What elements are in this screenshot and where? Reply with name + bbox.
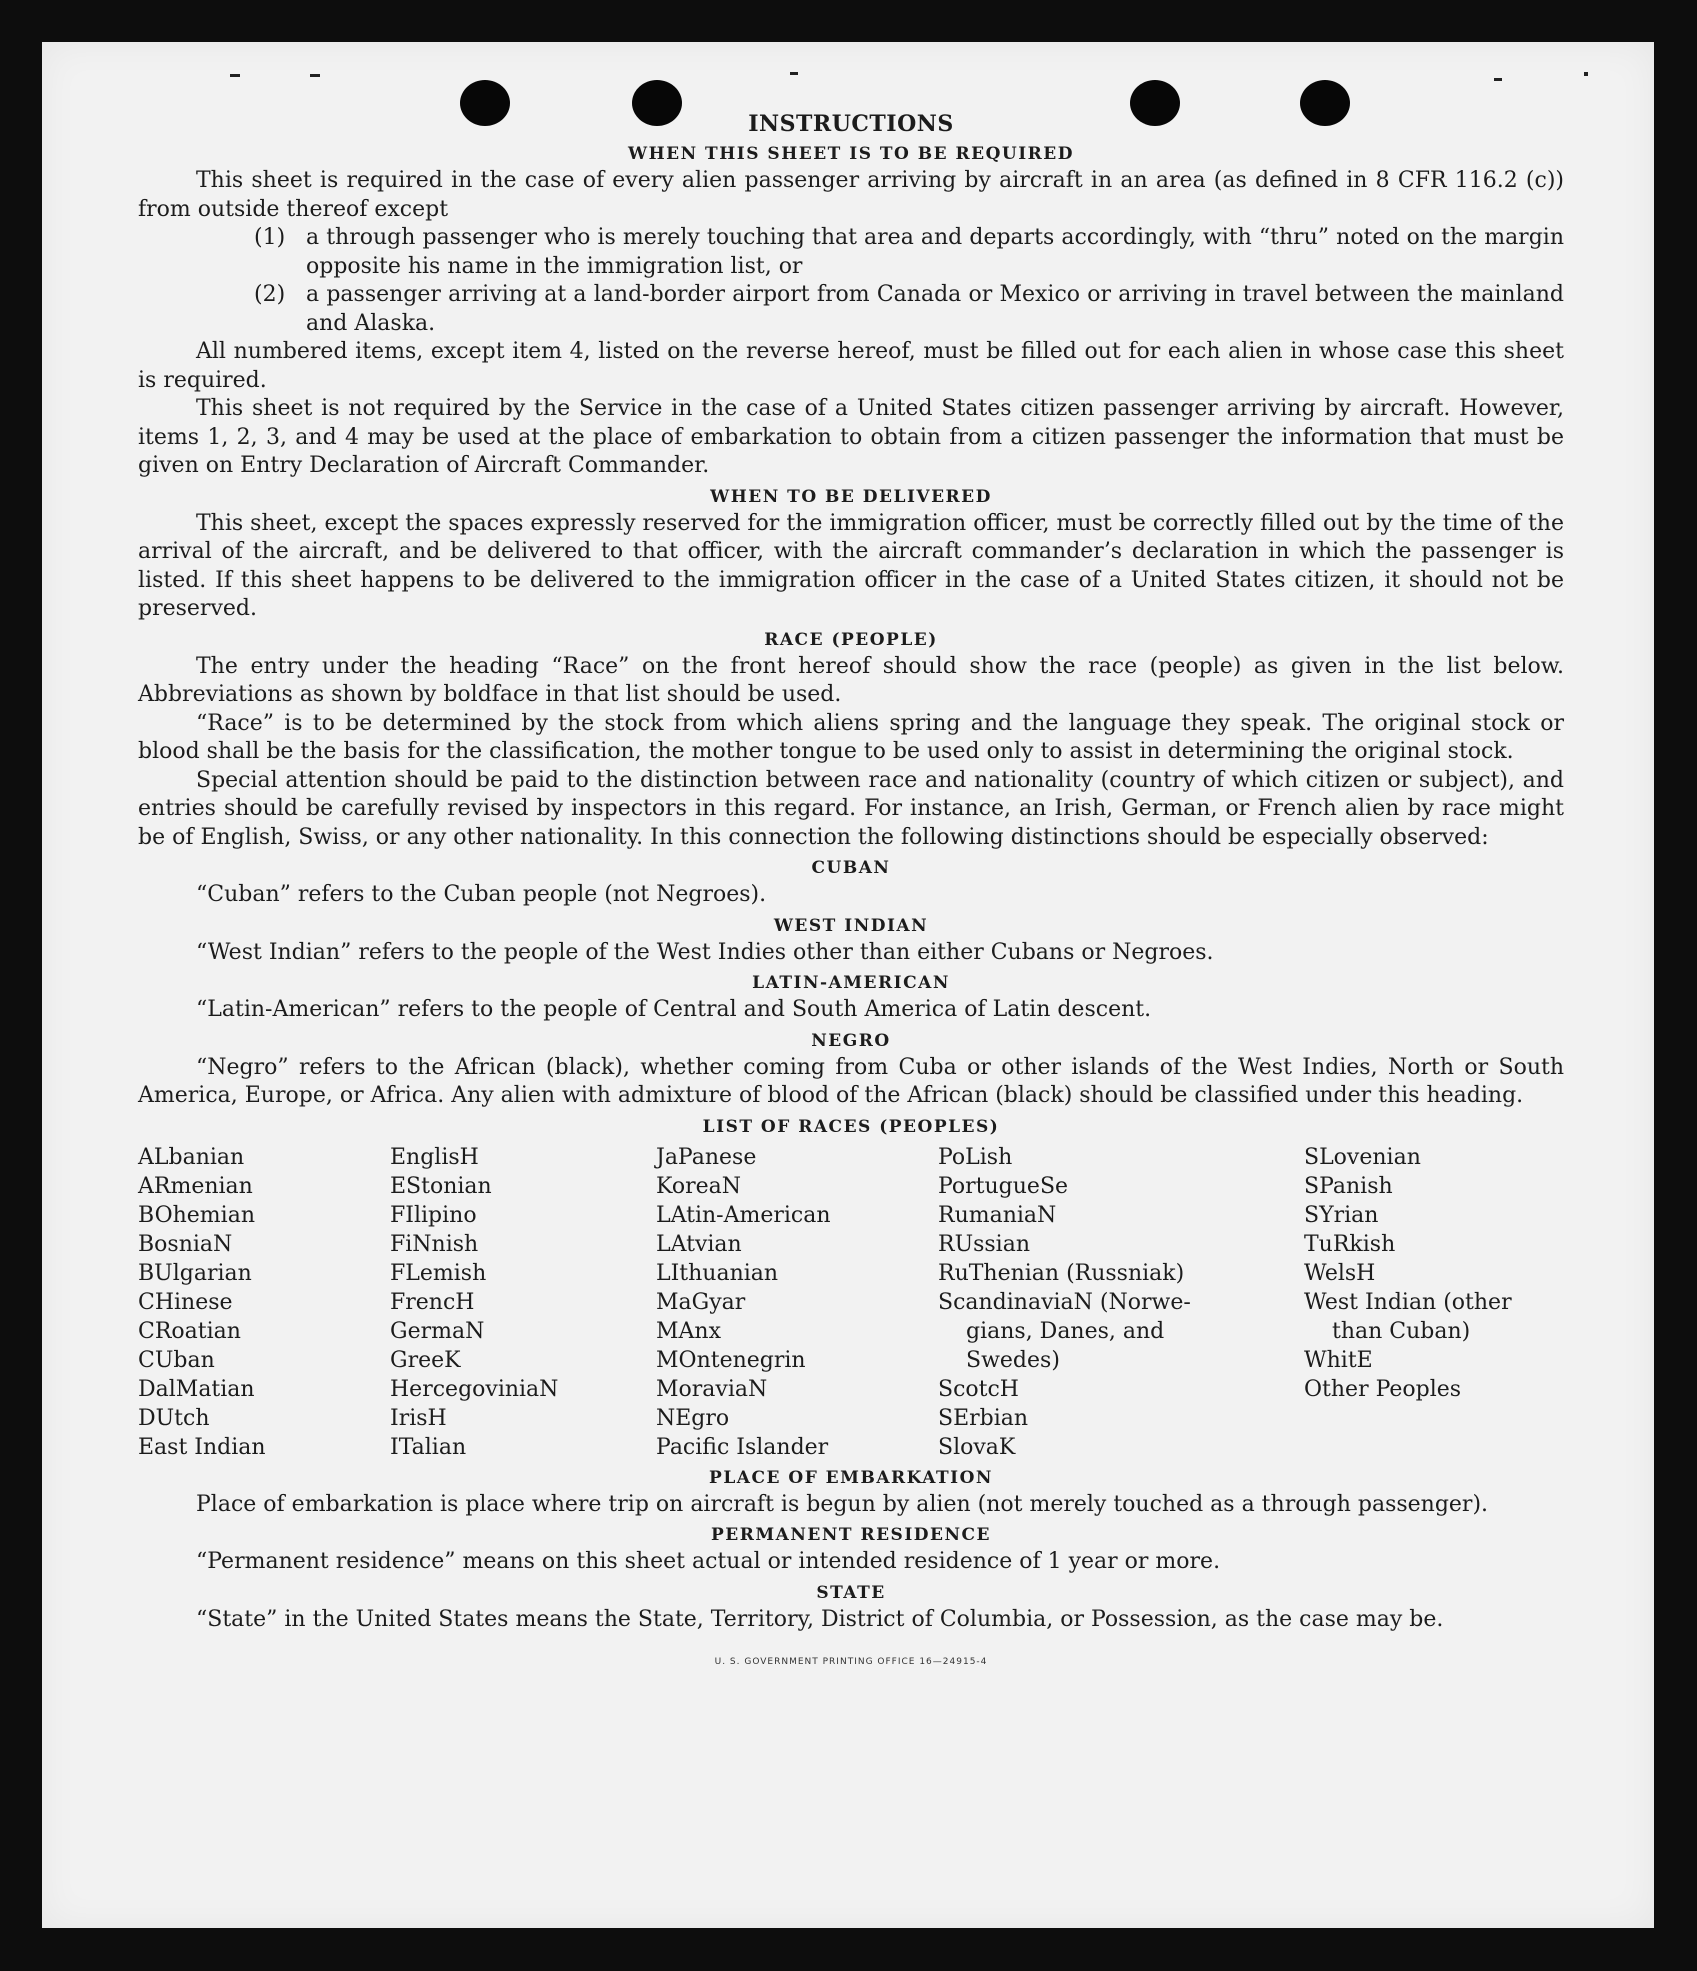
race-entry: Swedes) [966,1347,1060,1373]
race-entry: FLemish [390,1260,487,1286]
race-entry: EStonian [390,1173,492,1199]
document-page [42,42,1654,1928]
race-entry: HercegoviniaN [390,1376,559,1402]
race-entry: PoLish [938,1144,1013,1170]
race-entry: IrisH [390,1405,447,1431]
race-entry: MOntenegrin [656,1347,806,1373]
paragraph: Special attention should be paid to the distinction between race and nationality (country of which citizen or subject), and entries should be carefully revised by inspectors in this regard. For instance, an Irish, German, or French alien by race might be of English, Swiss, or any other nationality. In this connection the following distinctions should be especially observed: [138,767,1564,850]
paragraph: “West Indian” refers to the people of the West Indies other than either Cubans or Negroes. [196,939,1214,965]
races-column [656,1143,938,1462]
race-entry: EnglisH [390,1144,479,1170]
heading-race: RACE (PEOPLE) [764,629,938,650]
heading-place-of-embarkation: PLACE OF EMBARKATION [709,1467,993,1488]
heading-latin-american: LATIN-AMERICAN [752,973,950,993]
heading-state: STATE [816,1582,886,1603]
race-entry: CUban [138,1347,215,1373]
heading-when-delivered: WHEN TO BE DELIVERED [710,486,992,507]
race-entry: gians, Danes, and [966,1318,1165,1344]
paragraph: This sheet is not required by the Service in the case of a United States citizen passenger arriving by aircraft. However, items 1, 2, 3, and 4 may be used at the place of embarkation to obtain from a citizen passenger the information that must be given on Entry Declaration of Aircraft Commander. [138,396,1564,478]
speck [790,72,798,75]
paragraph: “Cuban” refers to the Cuban people (not Negroes). [196,882,767,907]
item-number: (2) [254,282,286,307]
race-entry: ScotcH [938,1376,1019,1402]
race-entry: RumaniaN [938,1202,1057,1228]
race-entry: than Cuban) [1332,1318,1471,1344]
page-title: INSTRUCTIONS [748,111,954,137]
race-entry: GermaN [390,1318,485,1344]
race-entry: GreeK [390,1347,461,1373]
race-entry: PortugueSe [938,1173,1069,1199]
paragraph: This sheet is required in the case of every alien passenger arriving by aircraft in an area (as defined in 8 CFR 116.2 (c)) from outside thereof except [138,168,1564,222]
race-entry: ITalian [390,1434,467,1460]
race-entry: SYrian [1304,1202,1379,1228]
race-entry: RuThenian (Russniak) [938,1260,1185,1286]
race-entry: East Indian [138,1434,266,1460]
races-column [138,1143,390,1462]
race-entry: FIlipino [390,1202,477,1228]
race-entry: JaPanese [656,1144,757,1170]
race-entry: FrencH [390,1289,475,1315]
race-entry: LAtvian [656,1231,742,1257]
race-entry: West Indian (other [1304,1289,1512,1315]
race-entry: DUtch [138,1405,210,1431]
race-entry: RUssian [938,1231,1031,1257]
race-entry: SlovaK [938,1434,1016,1460]
race-entry: SErbian [938,1405,1029,1431]
printing-office-footer: U. S. GOVERNMENT PRINTING OFFICE 16—24915-4 [714,1657,988,1667]
race-entry: FiNnish [390,1231,479,1257]
heading-west-indian: WEST INDIAN [773,915,929,936]
race-entry: MAnx [656,1318,721,1344]
races-column [390,1143,656,1462]
race-entry: TuRkish [1304,1231,1396,1257]
race-entry: KoreaN [656,1173,741,1199]
race-entry: BosniaN [138,1231,233,1257]
race-entry: DalMatian [138,1376,255,1402]
race-entry: SLovenian [1304,1144,1421,1170]
race-entry: ALbanian [138,1144,245,1170]
heading-list-of-races: LIST OF RACES (PEOPLES) [702,1116,1000,1137]
races-list [138,1143,1564,1462]
paragraph: Place of embarkation is place where trip on aircraft is begun by alien (not merely touched as a through passenger). [196,1491,1489,1517]
heading-when-required: WHEN THIS SHEET IS TO BE REQUIRED [627,144,1075,164]
paragraph: “Negro” refers to the African (black), whether coming from Cuba or other islands of the West Indies, North or South America, Europe, or Africa. Any alien with admixture of blood of the African (black) should be classified under this heading. [138,1054,1564,1108]
heading-cuban: CUBAN [811,858,891,878]
race-entry: BOhemian [138,1202,255,1228]
speck [1584,72,1588,76]
paragraph: The entry under the heading “Race” on the front hereof should show the race (people) as given in the list below. Abbreviations as shown by boldface in that list should be used. [138,653,1564,707]
instructions-content [138,110,1564,1677]
heading-permanent-residence: PERMANENT RESIDENCE [710,1525,992,1545]
numbered-item [138,224,1564,281]
race-entry: LIthuanian [656,1260,779,1286]
race-entry: WelsH [1304,1260,1376,1286]
speck [230,74,240,77]
race-entry: CHinese [138,1289,233,1315]
heading-negro: NEGRO [811,1030,891,1051]
race-entry: BUlgarian [138,1260,252,1286]
item-text: a passenger arriving at a land-border airport from Canada or Mexico or arriving in travel between the mainland and Alaska. [306,282,1564,336]
race-entry: LAtin-American [656,1202,831,1228]
paragraph: “Race” is to be determined by the stock from which aliens spring and the language they speak. The original stock or blood shall be the basis for the classification, the mother tongue to be used only to assist in determining the original stock. [138,710,1564,764]
paragraph: “Permanent residence” means on this sheet actual or intended residence of 1 year or more. [196,1549,1221,1574]
race-entry: MoraviaN [656,1376,768,1402]
item-number: (1) [254,225,286,250]
paragraph: All numbered items, except item 4, listed on the reverse hereof, must be filled out for each alien in whose case this sheet is required. [138,339,1564,393]
numbered-item [138,281,1564,338]
races-column [938,1143,1304,1462]
paragraph: “Latin-American” refers to the people of Central and South America of Latin descent. [196,997,1152,1022]
race-entry: MaGyar [656,1289,746,1315]
race-entry: Other Peoples [1304,1376,1462,1402]
race-entry: ScandinaviaN (Norwe- [938,1289,1191,1315]
race-entry: WhitE [1304,1347,1373,1373]
speck [1494,78,1502,81]
race-entry: ARmenian [138,1173,253,1199]
race-entry: CRoatian [138,1318,241,1344]
speck [310,74,320,77]
races-column [1304,1143,1564,1462]
race-entry: Pacific Islander [656,1434,829,1460]
paragraph: This sheet, except the spaces expressly reserved for the immigration officer, must be correctly filled out by the time of the arrival of the aircraft, and be delivered to that officer, with the aircraft commander’s declaration in which the passenger is listed. If this sheet happens to be delivered to the immigration officer in the case of a United States citizen, it should not be preserved. [138,510,1564,621]
race-entry: SPanish [1304,1173,1393,1199]
paragraph: “State” in the United States means the State, Territory, District of Columbia, or Possession, as the case may be. [196,1606,1444,1632]
race-entry: NEgro [656,1405,730,1431]
item-text: a through passenger who is merely touching that area and departs accordingly, with “thru” noted on the margin opposite his name in the immigration list, or [306,225,1564,279]
